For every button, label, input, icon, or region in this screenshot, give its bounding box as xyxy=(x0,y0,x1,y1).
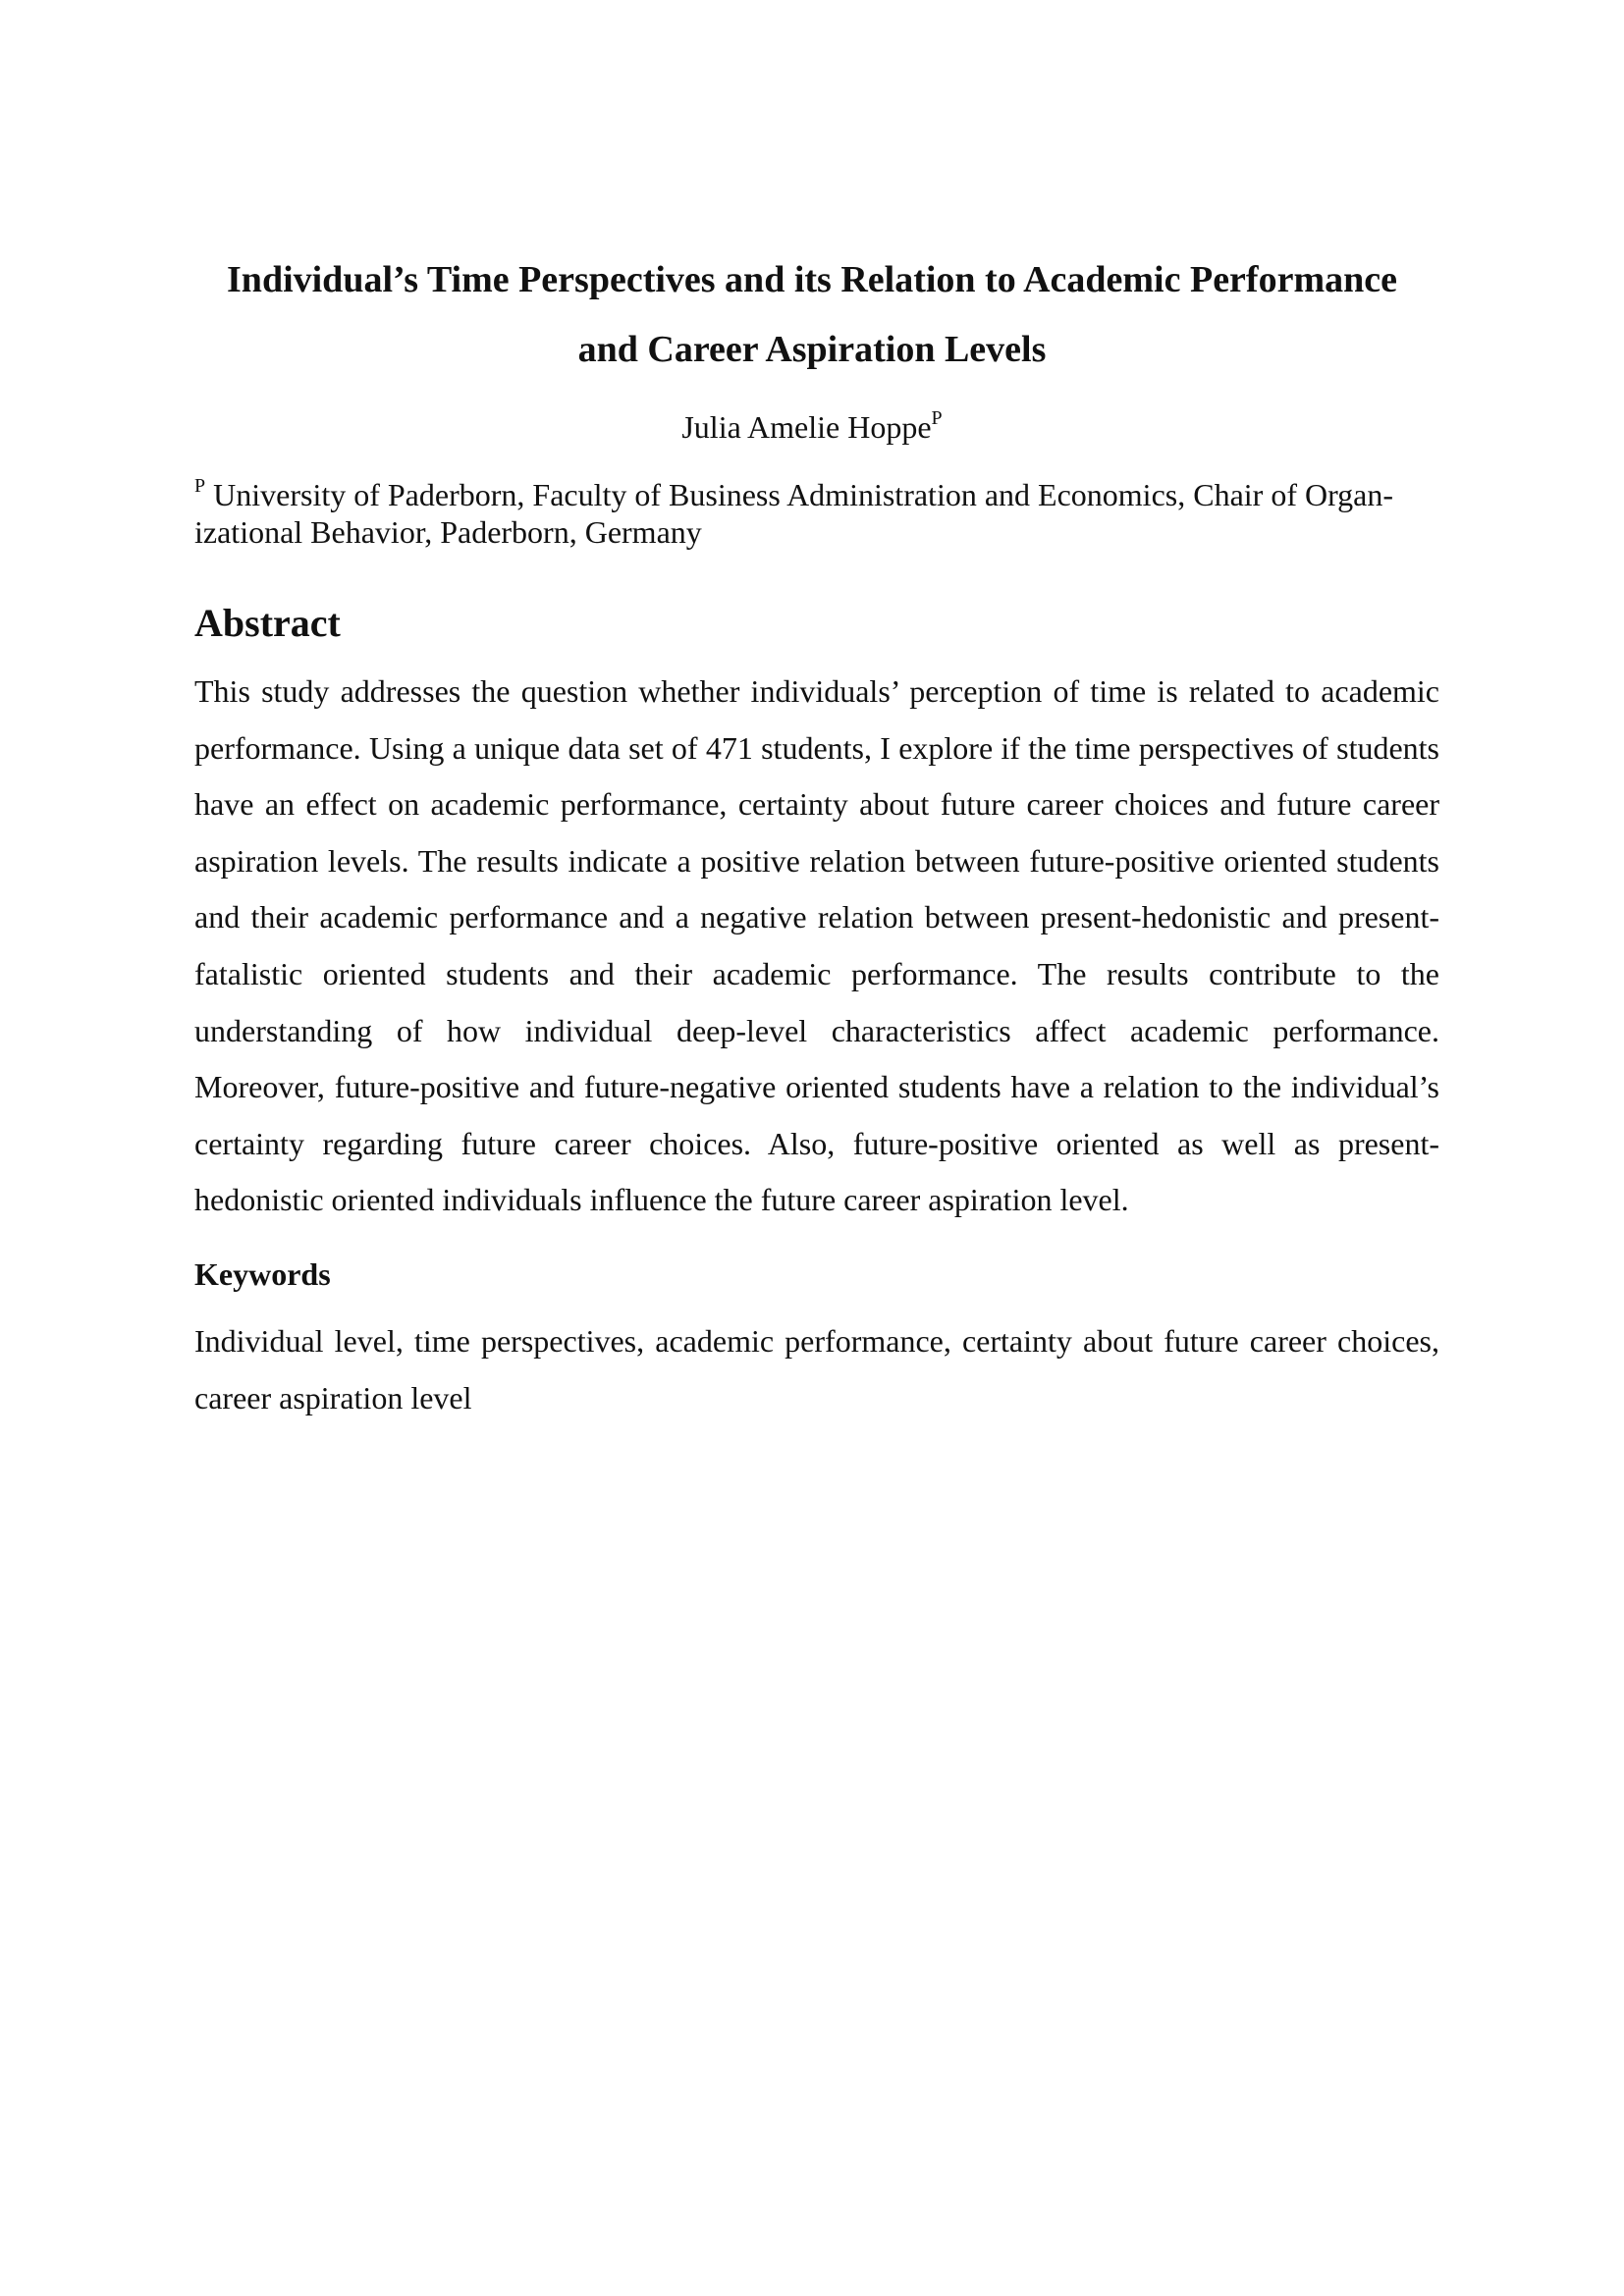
abstract-text: This study addresses the question whether individuals’ perception of time is related to academic performance. Using a unique data set of 471 students, I explore if the time perspectives of students have an effect on academic performance, certainty about future career choices and future career aspiration levels. The results indicate a positive relation between future-positive oriented students and their academic performance and a negative relation between present-hedonistic and present-fatalistic oriented students and their academic performance. The results contribute to the understanding of how individual deep-level characteristics affect academic performance. Moreover, future-positive and future-negative oriented students have a relation to the individual’s certainty regarding future career choices. Also, future-positive oriented as well as present-hedonistic oriented individuals influence the future career aspiration level. xyxy=(194,673,1439,1218)
affiliation-line-1 xyxy=(194,476,1439,513)
author-name: Julia Amelie Hoppe xyxy=(681,409,932,445)
abstract-heading: Abstract xyxy=(194,601,341,645)
keywords-text: Individual level, time perspectives, academic performance, certainty about future career choices, career aspiration level xyxy=(194,1323,1439,1415)
affiliation-line-2: izational Behavior, Paderborn, Germany xyxy=(194,514,702,550)
affiliation xyxy=(194,476,1439,551)
author-affiliation-mark: P xyxy=(931,407,943,429)
paper-title-line-2: and Career Aspiration Levels xyxy=(577,329,1047,370)
affiliation-text-1: University of Paderborn, Faculty of Business Administration and Economics, Chair of Organ- xyxy=(213,477,1394,512)
author-line xyxy=(147,407,1477,447)
paper-title-line-1: Individual’s Time Perspectives and its Relation to Academic Performance xyxy=(227,259,1397,300)
paper-title xyxy=(147,245,1477,385)
affiliation-mark: P xyxy=(194,475,206,497)
keywords-heading: Keywords xyxy=(194,1256,331,1292)
